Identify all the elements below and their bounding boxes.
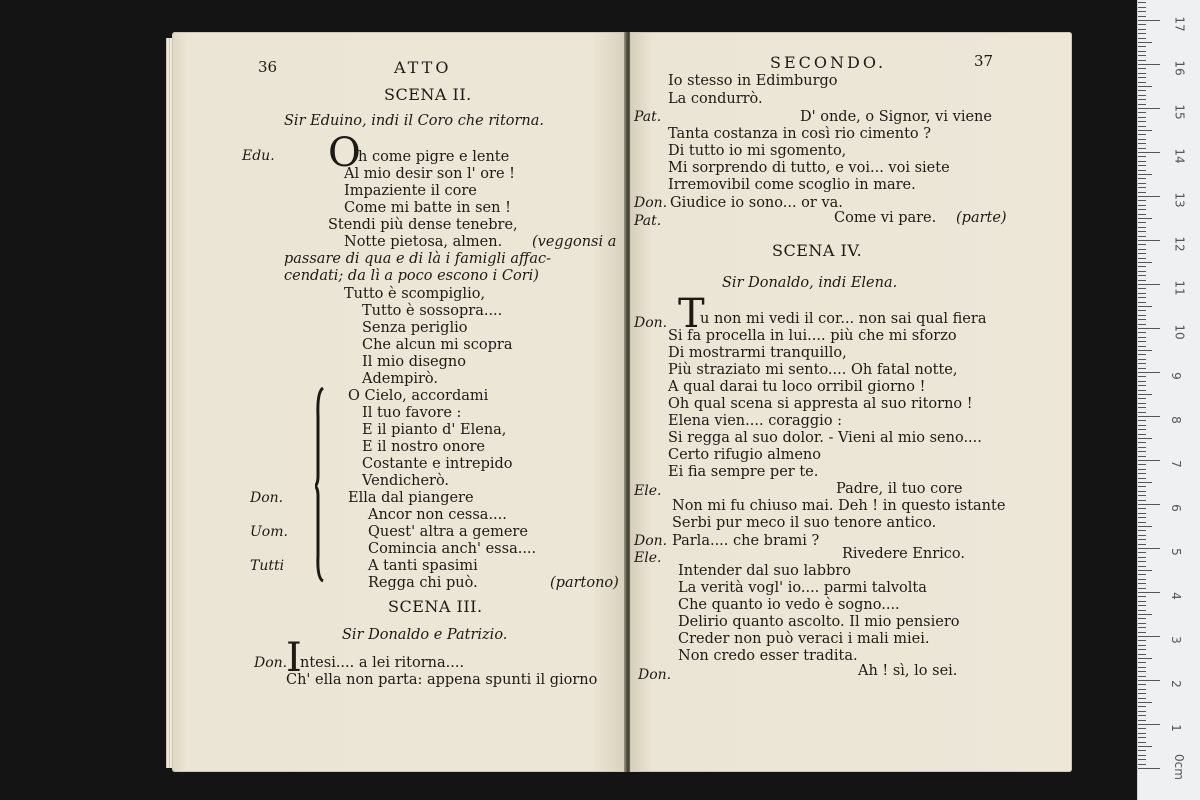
ruler-tick [1138,715,1146,716]
ruler-tick [1138,354,1146,355]
ruler-tick [1138,161,1146,162]
ruler-tick [1138,768,1160,769]
ruler-tick [1138,684,1146,685]
ruler-tick [1138,60,1146,61]
ruler-tick [1138,192,1146,193]
verse-line: Non credo esser tradita. [678,648,858,664]
running-header: ATTO [394,58,452,77]
ruler-tick [1138,11,1146,12]
ruler-tick [1138,284,1160,285]
verse-line: D' onde, o Signor, vi viene [800,109,992,125]
verse-line: O Cielo, accordami [348,388,489,404]
verse-line: Giudice io sono... or va. [670,195,843,211]
ruler-tick [1138,266,1146,267]
ruler-unit-label: 0cm [1171,754,1186,780]
ruler-tick [1138,174,1152,175]
ruler-number: 2 [1168,680,1183,688]
verse-line: Non mi fu chiuso mai. Deh ! in questo istante [672,498,1006,514]
ruler-tick [1138,297,1146,298]
ruler-tick [1138,51,1146,52]
ruler-tick [1138,183,1146,184]
ruler-tick [1138,737,1146,738]
ruler-tick [1138,610,1146,611]
ruler-tick [1138,742,1146,743]
ruler-tick [1138,385,1146,386]
ruler-tick [1138,592,1160,593]
ruler-tick [1138,275,1146,276]
ruler-tick [1138,596,1146,597]
verse-line: Creder non può veraci i mali miei. [678,631,930,647]
ruler-tick [1138,746,1152,747]
verse-line: Tanta costanza in così rio cimento ? [668,126,932,142]
ruler-tick [1138,442,1146,443]
ruler-tick [1138,337,1146,338]
ruler-tick [1138,706,1146,707]
ruler-number: 6 [1168,504,1183,512]
ruler-tick [1138,214,1146,215]
ruler-tick [1138,359,1146,360]
ruler-tick [1138,698,1146,699]
ruler-tick [1138,156,1146,157]
ruler-tick [1138,90,1146,91]
ruler-tick [1138,473,1146,474]
ruler-tick [1138,196,1160,197]
ruler-number: 14 [1172,148,1187,164]
verse-line: Di tutto io mi sgomento, [668,143,847,159]
ruler-tick [1138,302,1146,303]
verse-line: Come vi pare. [834,210,937,226]
speaker-label: Pat. [634,109,662,125]
ruler-tick [1138,368,1146,369]
ruler-tick [1138,394,1152,395]
verse-line: Tutto è scompiglio, [344,286,486,302]
speaker-label: Don. [250,490,284,506]
ruler-tick [1138,280,1146,281]
verse-line: Tutto è sossopra.... [362,303,503,319]
ruler-tick [1138,20,1160,21]
ruler-tick [1138,271,1146,272]
verse-line: Notte pietosa, almen. [344,234,503,250]
ruler-tick [1138,86,1152,87]
ruler-tick [1138,460,1160,461]
speaker-label: Don. [634,195,668,211]
ruler-tick [1138,253,1146,254]
speaker-label: Don. [254,655,288,671]
left-page [172,32,626,772]
ruler-tick [1138,500,1146,501]
verse-line: Serbi pur meco il suo tenore antico. [672,515,937,531]
verse-line: Parla.... che brami ? [672,533,820,549]
ruler-tick [1138,438,1152,439]
ruler-tick [1138,148,1146,149]
ruler-tick [1138,99,1146,100]
ruler-tick [1138,143,1146,144]
ruler-tick [1138,627,1146,628]
verse-line: Ei fia sempre per te. [668,464,819,480]
ruler-tick [1138,121,1146,122]
verse-line: Rivedere Enrico. [842,546,966,562]
ruler-tick [1138,469,1146,470]
ruler-tick [1138,755,1146,756]
ruler-tick [1138,764,1146,765]
ruler-tick [1138,535,1146,536]
ruler-tick [1138,258,1146,259]
ruler-tick [1138,412,1146,413]
scene-heading: SCENA IV. [772,241,863,260]
verse-line: Adempirò. [362,371,439,387]
ruler-tick [1138,104,1146,105]
verse-line: h come pigre e lente [358,149,510,165]
ruler-tick [1138,315,1146,316]
ruler-tick [1138,130,1152,131]
page-number: 36 [258,58,278,76]
ruler-tick [1138,240,1160,241]
ruler-tick [1138,218,1152,219]
verse-line: Il tuo favore : [362,405,462,421]
ruler-tick [1138,429,1146,430]
verse-line: A qual darai tu loco orribil giorno ! [668,379,926,395]
ruler-tick [1138,42,1152,43]
ruler-number: 3 [1168,636,1183,644]
ruler-tick [1138,38,1146,39]
stage-direction: cendati; da lì a poco escono i Cori) [284,268,539,284]
verse-line: Oh qual scena si appresta al suo ritorno ! [668,396,973,412]
ruler-tick [1138,288,1146,289]
verse-line: Ch' ella non parta: appena spunti il giorno [286,672,598,688]
verse-line: Senza periglio [362,320,468,336]
verse-line: La verità vogl' io.... parmi talvolta [678,580,927,596]
ruler-tick [1138,548,1160,549]
ruler-tick [1138,152,1160,153]
ruler-tick [1138,350,1152,351]
verse-line: Mi sorprendo di tutto, e voi... voi siete [668,160,950,176]
ruler-tick [1138,526,1152,527]
ruler-tick [1138,64,1160,65]
verse-line: E il nostro onore [362,439,485,455]
speaker-label: Pat. [634,213,662,229]
ruler-tick [1138,328,1160,329]
ruler-tick [1138,662,1146,663]
ruler-tick [1138,544,1146,545]
ruler-tick [1138,434,1146,435]
ruler-tick [1138,381,1146,382]
ruler-tick [1138,579,1146,580]
ruler-tick [1138,733,1146,734]
ruler-tick [1138,425,1146,426]
ruler-tick [1138,2,1146,3]
ruler-tick [1138,605,1146,606]
ruler-tick [1138,456,1146,457]
verse-line: ntesi.... a lei ritorna.... [300,655,465,671]
ruler-tick [1138,77,1146,78]
ruler-tick [1138,583,1146,584]
scene-heading: SCENA III. [388,597,483,616]
verse-line: Ancor non cessa.... [368,507,507,523]
ruler-tick [1138,341,1146,342]
ruler-number: 1 [1168,724,1183,732]
ruler-tick [1138,33,1146,34]
ruler-tick [1138,750,1146,751]
ruler-tick [1138,649,1146,650]
ruler-tick [1138,372,1160,373]
ruler-tick [1138,588,1146,589]
ruler-tick [1138,319,1146,320]
stage-direction: (parte) [956,210,1007,226]
ruler-tick [1138,451,1146,452]
ruler-tick [1138,618,1146,619]
ruler-tick [1138,539,1146,540]
verse-line: E il pianto d' Elena, [362,422,507,438]
verse-line: Che alcun mi scopra [362,337,513,353]
scene-heading: SCENA II. [384,85,472,104]
ruler-tick [1138,561,1146,562]
verse-line: Il mio disegno [362,354,466,370]
ruler-number: 10 [1172,324,1187,340]
ruler-tick [1138,671,1146,672]
ruler-tick [1138,447,1146,448]
ruler-number: 12 [1172,236,1187,252]
ruler-tick [1138,486,1146,487]
ruler-number: 16 [1172,60,1187,76]
ruler-number: 4 [1168,592,1183,600]
ruler-tick [1138,711,1146,712]
verse-line: Impaziente il core [344,183,477,199]
measurement-ruler [1137,0,1200,800]
stage-direction: (veggonsi a [532,234,617,250]
ruler-tick [1138,478,1146,479]
speaker-label: Don. [634,533,668,549]
verse-line: Al mio desir son l' ore ! [344,166,515,182]
ruler-tick [1138,728,1146,729]
verse-line: Come mi batte in sen ! [344,200,511,216]
verse-line: Padre, il tuo core [836,481,963,497]
ruler-tick [1138,513,1146,514]
verse-line: Ah ! sì, lo sei. [858,663,958,679]
verse-line: Intender dal suo labbro [678,563,852,579]
ruler-number: 13 [1172,192,1187,208]
speaker-label: Uom. [250,524,288,540]
ruler-tick [1138,306,1152,307]
speaker-label: Ele. [634,483,662,499]
ruler-tick [1138,332,1146,333]
ruler-tick [1138,112,1146,113]
ruler-tick [1138,482,1152,483]
ruler-tick [1138,574,1146,575]
ruler-tick [1138,376,1146,377]
ruler-tick [1138,170,1146,171]
ruler-tick [1138,614,1152,615]
ruler-tick [1138,623,1146,624]
verse-line: Che quanto io vedo è sogno.... [678,597,900,613]
stage-direction: (partono) [550,575,619,591]
verse-line: Si regga al suo dolor. - Vieni al mio seno.... [668,430,982,446]
ruler-tick [1138,636,1160,637]
ruler-tick [1138,759,1146,760]
drop-cap: I [286,635,302,681]
ruler-tick [1138,407,1146,408]
ruler-tick [1138,689,1146,690]
right-page [630,32,1072,772]
curly-brace [315,386,325,583]
ruler-tick [1138,82,1146,83]
ruler-tick [1138,632,1146,633]
ruler-tick [1138,134,1146,135]
ruler-tick [1138,244,1146,245]
ruler-tick [1138,658,1152,659]
ruler-tick [1138,126,1146,127]
ruler-tick [1138,29,1146,30]
ruler-tick [1138,200,1146,201]
stage-direction: passare di qua e di là i famigli affac- [284,251,551,267]
ruler-tick [1138,416,1160,417]
ruler-tick [1138,640,1146,641]
running-header: SECONDO. [770,53,887,72]
ruler-tick [1138,517,1146,518]
verse-line: Regga chi può. [368,575,478,591]
ruler-tick [1138,16,1146,17]
ruler-tick [1138,654,1146,655]
verse-line: Irremovibil come scoglio in mare. [668,177,916,193]
drop-cap: T [678,291,705,337]
speaker-label: Don. [634,315,668,331]
verse-line: Costante e intrepido [362,456,513,472]
ruler-tick [1138,227,1146,228]
ruler-number: 17 [1172,16,1187,32]
verse-line: Certo rifugio almeno [668,447,821,463]
ruler-number: 9 [1168,372,1183,380]
ruler-tick [1138,693,1146,694]
verse-line: Quest' altra a gemere [368,524,528,540]
page-number: 37 [974,52,994,70]
ruler-tick [1138,363,1146,364]
ruler-tick [1138,346,1146,347]
ruler-tick [1138,236,1146,237]
ruler-tick [1138,165,1146,166]
ruler-tick [1138,139,1146,140]
ruler-tick [1138,676,1146,677]
ruler-tick [1138,398,1146,399]
ruler-tick [1138,601,1146,602]
verse-line: Vendicherò. [362,473,450,489]
verse-line: La condurrò. [668,91,763,107]
ruler-tick [1138,645,1146,646]
ruler-tick [1138,702,1152,703]
ruler-number: 7 [1168,460,1183,468]
ruler-tick [1138,570,1152,571]
ruler-tick [1138,522,1146,523]
ruler-tick [1138,249,1146,250]
ruler-tick [1138,552,1146,553]
ruler-tick [1138,222,1146,223]
verse-line: Di mostrarmi tranquillo, [668,345,847,361]
ruler-tick [1138,724,1160,725]
ruler-tick [1138,55,1146,56]
ruler-tick [1138,73,1146,74]
verse-line: Più straziato mi sento.... Oh fatal notte, [668,362,958,378]
ruler-tick [1138,95,1146,96]
drop-cap: O [328,130,361,176]
ruler-tick [1138,24,1146,25]
speaker-label: Don. [638,667,672,683]
verse-line: Ella dal piangere [348,490,474,506]
ruler-tick [1138,310,1146,311]
ruler-tick [1138,557,1146,558]
verse-line: Delirio quanto ascolto. Il mio pensiero [678,614,960,630]
verse-line: Comincia anch' essa.... [368,541,537,557]
ruler-number: 15 [1172,104,1187,120]
ruler-tick [1138,231,1146,232]
speaker-label: Tutti [250,558,285,574]
ruler-tick [1138,262,1152,263]
ruler-tick [1138,491,1146,492]
ruler-tick [1138,108,1160,109]
ruler-tick [1138,495,1146,496]
ruler-tick [1138,720,1146,721]
verse-line: Stendi più dense tenebre, [328,217,518,233]
ruler-tick [1138,68,1146,69]
verse-line: Elena vien.... coraggio : [668,413,843,429]
ruler-tick [1138,178,1146,179]
verse-line: u non mi vedi il cor... non sai qual fiera [700,311,987,327]
ruler-tick [1138,566,1146,567]
ruler-tick [1138,667,1146,668]
ruler-tick [1138,209,1146,210]
ruler-tick [1138,530,1146,531]
verse-line: A tanti spasimi [368,558,478,574]
ruler-tick [1138,7,1146,8]
speaker-label: Edu. [242,148,275,164]
ruler-tick [1138,117,1146,118]
ruler-tick [1138,390,1146,391]
stage-direction: Sir Donaldo e Patrizio. [342,627,508,643]
ruler-number: 8 [1168,416,1183,424]
speaker-label: Ele. [634,550,662,566]
ruler-tick [1138,680,1160,681]
ruler-tick [1138,205,1146,206]
stage-direction: Sir Donaldo, indi Elena. [722,275,898,291]
verse-line: Io stesso in Edimburgo [668,73,838,89]
ruler-tick [1138,293,1146,294]
ruler-number: 5 [1168,548,1183,556]
ruler-tick [1138,464,1146,465]
ruler-tick [1138,504,1160,505]
ruler-number: 11 [1172,280,1187,296]
stage-direction: Sir Eduino, indi il Coro che ritorna. [284,113,545,129]
open-book [172,32,1072,777]
ruler-tick [1138,187,1146,188]
ruler-tick [1138,508,1146,509]
ruler-tick [1138,46,1146,47]
verse-line: Si fa procella in lui.... più che mi sforzo [668,328,957,344]
ruler-tick [1138,324,1146,325]
ruler-tick [1138,420,1146,421]
ruler-tick [1138,403,1146,404]
